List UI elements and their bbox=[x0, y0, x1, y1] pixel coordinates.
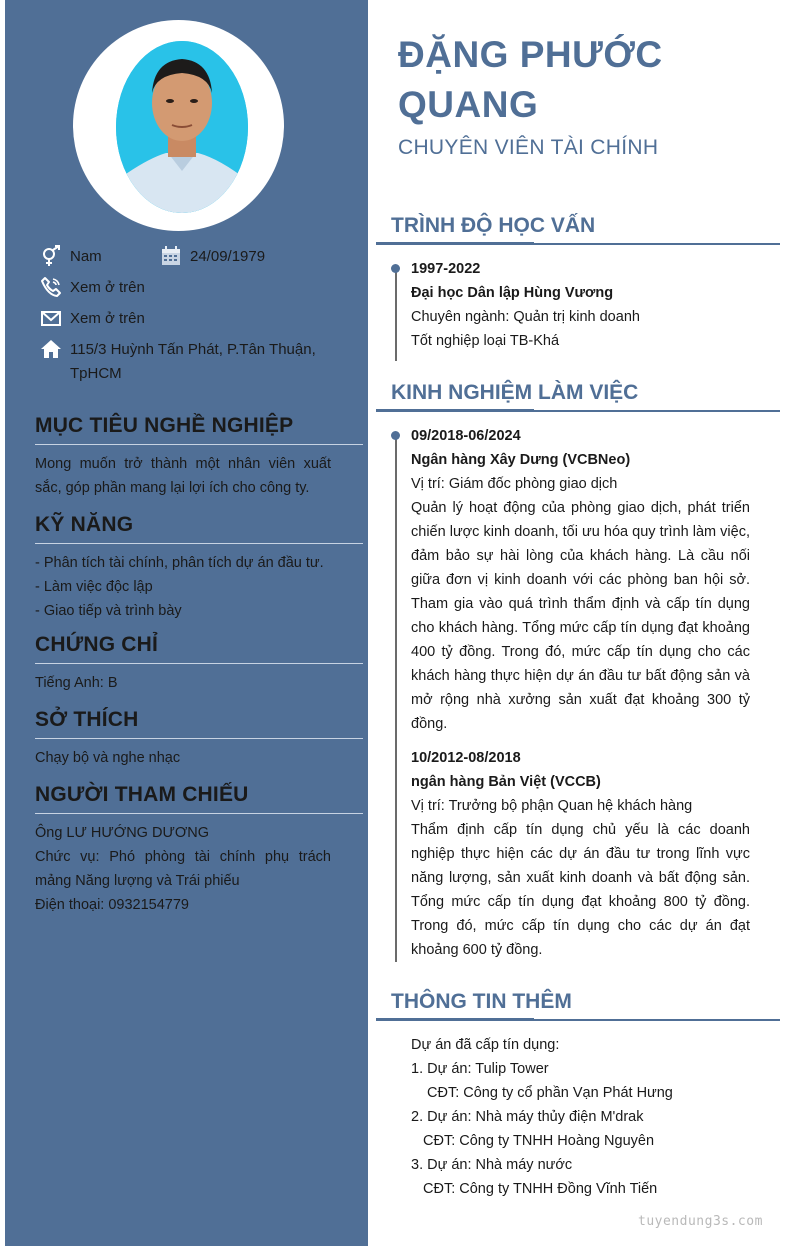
candidate-name-line-2: QUANG bbox=[398, 84, 539, 125]
experience-period: 09/2018-06/2024 bbox=[411, 428, 521, 444]
experience-entry bbox=[411, 424, 750, 736]
project-owner: CĐT: Công ty TNHH Hoàng Nguyên bbox=[423, 1133, 655, 1149]
watermark: tuyendung3s.com bbox=[638, 1214, 763, 1229]
experience-company: ngân hàng Bản Việt (VCCB) bbox=[411, 774, 601, 790]
education-divider bbox=[376, 243, 780, 245]
address-line-1: 115/3 Huỳnh Tấn Phát, P.Tân Thuận, bbox=[70, 341, 316, 358]
phone-row bbox=[40, 276, 145, 300]
additional-heading: THÔNG TIN THÊM bbox=[391, 990, 572, 1013]
project-name: 3. Dự án: Nhà máy nước bbox=[411, 1157, 573, 1173]
address-line-2: TpHCM bbox=[70, 365, 122, 382]
hobbies-text: Chạy bộ và nghe nhạc bbox=[35, 750, 181, 766]
gender-text: Nam bbox=[70, 248, 102, 265]
experience-position: Vị trí: Giám đốc phòng giao dịch bbox=[411, 476, 618, 492]
reference-phone: Điện thoại: 0932154779 bbox=[35, 897, 189, 913]
project-name: 1. Dự án: Tulip Tower bbox=[411, 1061, 549, 1077]
references-block bbox=[35, 821, 331, 917]
phone-icon bbox=[40, 276, 62, 298]
references-heading: NGƯỜI THAM CHIẾU bbox=[35, 783, 363, 814]
education-timeline bbox=[395, 265, 397, 361]
additional-block bbox=[411, 1033, 673, 1201]
project-name: 2. Dự án: Nhà máy thủy điện M'drak bbox=[411, 1109, 644, 1125]
objective-heading: MỤC TIÊU NGHỀ NGHIỆP bbox=[35, 414, 363, 445]
education-school: Đại học Dân lập Hùng Vương bbox=[411, 285, 614, 301]
timeline-dot bbox=[391, 264, 400, 273]
phone-text: Xem ở trên bbox=[70, 279, 145, 296]
candidate-name-line-1: ĐẶNG PHƯỚC bbox=[398, 34, 663, 75]
experience-timeline bbox=[395, 432, 397, 962]
objective-text: Mong muốn trở thành một nhân viên xuất sắc, góp phần mang lại lợi ích cho công ty. bbox=[35, 456, 331, 496]
address-row-2 bbox=[70, 362, 122, 386]
timeline-dot bbox=[391, 431, 400, 440]
additional-divider bbox=[376, 1019, 780, 1021]
education-heading: TRÌNH ĐỘ HỌC VẤN bbox=[391, 214, 596, 237]
birthday-text: 24/09/1979 bbox=[190, 248, 266, 265]
email-text: Xem ở trên bbox=[70, 310, 145, 327]
education-entry bbox=[411, 257, 750, 353]
experience-entry bbox=[411, 746, 750, 962]
experience-description: Thẩm định cấp tín dụng chủ yếu là các doanh nghiệp thực hiện các dự án đầu tư trong lĩnh vực năng lượng, sản xuất kinh doanh và bất động sản. Tổng mức cấp tín dụng đạt khoảng 800 tỷ đồng. Trong đó, mức cấp tín dụng cho các dự án đạt khoảng 600 tỷ đồng. bbox=[411, 822, 750, 958]
reference-position: Chức vụ: Phó phòng tài chính phụ trách mảng Năng lượng và Trái phiếu bbox=[35, 849, 331, 889]
skills-list bbox=[35, 551, 331, 623]
reference-name: Ông LƯ HƯỚNG DƯƠNG bbox=[35, 825, 210, 841]
candidate-name bbox=[398, 30, 778, 130]
address-row bbox=[40, 338, 316, 362]
mail-icon bbox=[40, 307, 62, 329]
certificates-heading: CHỨNG CHỈ bbox=[35, 633, 363, 664]
birthday-row bbox=[160, 245, 265, 269]
experience-divider bbox=[376, 410, 780, 412]
certificates-text: Tiếng Anh: B bbox=[35, 675, 118, 691]
experience-position: Vị trí: Trưởng bộ phận Quan hệ khách hàng bbox=[411, 798, 693, 814]
gender-icon bbox=[40, 245, 62, 267]
gender-row bbox=[40, 245, 102, 269]
email-row bbox=[40, 307, 145, 331]
portrait-photo bbox=[116, 41, 248, 213]
project-owner: CĐT: Công ty TNHH Đồng Vĩnh Tiến bbox=[423, 1181, 658, 1197]
skills-heading: KỸ NĂNG bbox=[35, 513, 363, 544]
skill-item: - Giao tiếp và trình bày bbox=[35, 603, 182, 619]
calendar-icon bbox=[160, 245, 182, 267]
hobbies-heading: SỞ THÍCH bbox=[35, 708, 363, 739]
experience-heading: KINH NGHIỆM LÀM VIỆC bbox=[391, 381, 639, 404]
experience-description: Quản lý hoạt động của phòng giao dịch, phát triển chiến lược kinh doanh, tối ưu hóa quy trình làm việc, đảm bảo sự hài lòng của khách hàng. Là cầu nối giữa đơn vị kinh doanh với các phòng ban hội sở. Tham gia vào quá trình thẩm định và cấp tín dụng cho khách hàng. Tổng mức cấp tín dụng đạt khoảng 400 tỷ đồng. Trong đó, mức cấp tín dụng cho các khách hàng thực hiện dự án đầu tư bất động sản và mở rộng nhà xưởng sản xuất đạt khoảng 300 tỷ đồng. bbox=[411, 500, 750, 732]
education-major: Chuyên ngành: Quản trị kinh doanh bbox=[411, 309, 640, 325]
skill-item: - Phân tích tài chính, phân tích dự án đầu tư. bbox=[35, 555, 324, 571]
experience-company: Ngân hàng Xây Dưng (VCBNeo) bbox=[411, 452, 631, 468]
avatar bbox=[116, 41, 248, 213]
home-icon bbox=[40, 338, 62, 360]
address-text bbox=[70, 338, 316, 362]
job-title: CHUYÊN VIÊN TÀI CHÍNH bbox=[398, 136, 659, 159]
education-period: 1997-2022 bbox=[411, 261, 481, 277]
project-owner: CĐT: Công ty cổ phần Vạn Phát Hưng bbox=[427, 1085, 673, 1101]
education-grade: Tốt nghiệp loại TB-Khá bbox=[411, 333, 560, 349]
additional-intro: Dự án đã cấp tín dụng: bbox=[411, 1037, 560, 1053]
skill-item: - Làm việc độc lập bbox=[35, 579, 153, 595]
experience-period: 10/2012-08/2018 bbox=[411, 750, 521, 766]
